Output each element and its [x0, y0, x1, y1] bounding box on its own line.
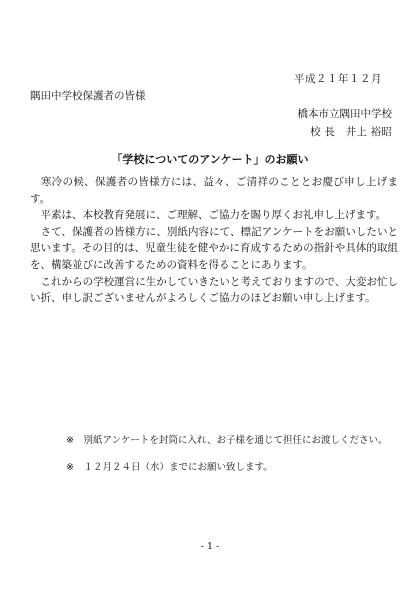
letter-body: [30, 174, 398, 307]
addressee: 隅田中学校保護者の皆様: [30, 90, 146, 102]
principal-title: 校 長: [310, 126, 336, 138]
paragraph-thanks: 平素は、本校教育発展に、ご理解、ご協力を賜り厚くお礼申し上げます。: [40, 209, 387, 222]
note-deadline: ※ １２月２４日（水）までにお願い致します。: [66, 462, 273, 473]
paragraph-greeting: 寒冷の候、保護者の皆様方には、益々、ご清祥のこととお慶び申し上げます。: [30, 176, 399, 205]
paragraph-request: さて、保護者の皆様方に、別紙内容にて、標記アンケートをお願いしたいと思います。その目的は、児童生徒を健やかに育成するための指針や具体的取組を、構築並びに改善するための資料を得ることにあります。: [30, 225, 398, 271]
document-title: 「学校についてのアンケート」のお願い: [111, 153, 309, 166]
principal-signature: [310, 124, 392, 139]
principal-name: 井上 裕昭: [345, 126, 392, 138]
paragraph-closing: これからの学校運営に生かしていきたいと考えておりますので、大変お忙しい折、申し訳ございませんがよろしくご協力のほどお願い申し上げます。: [30, 275, 399, 305]
page-number: - 1 -: [200, 541, 220, 552]
school-name: 橋本市立隅田中学校: [297, 108, 392, 120]
document-date: 平成２１年１２月: [294, 73, 382, 85]
note-submission: ※ 別紙アンケートを封筒に入れ、お子様を通じて担任にお渡しください。: [66, 435, 388, 446]
